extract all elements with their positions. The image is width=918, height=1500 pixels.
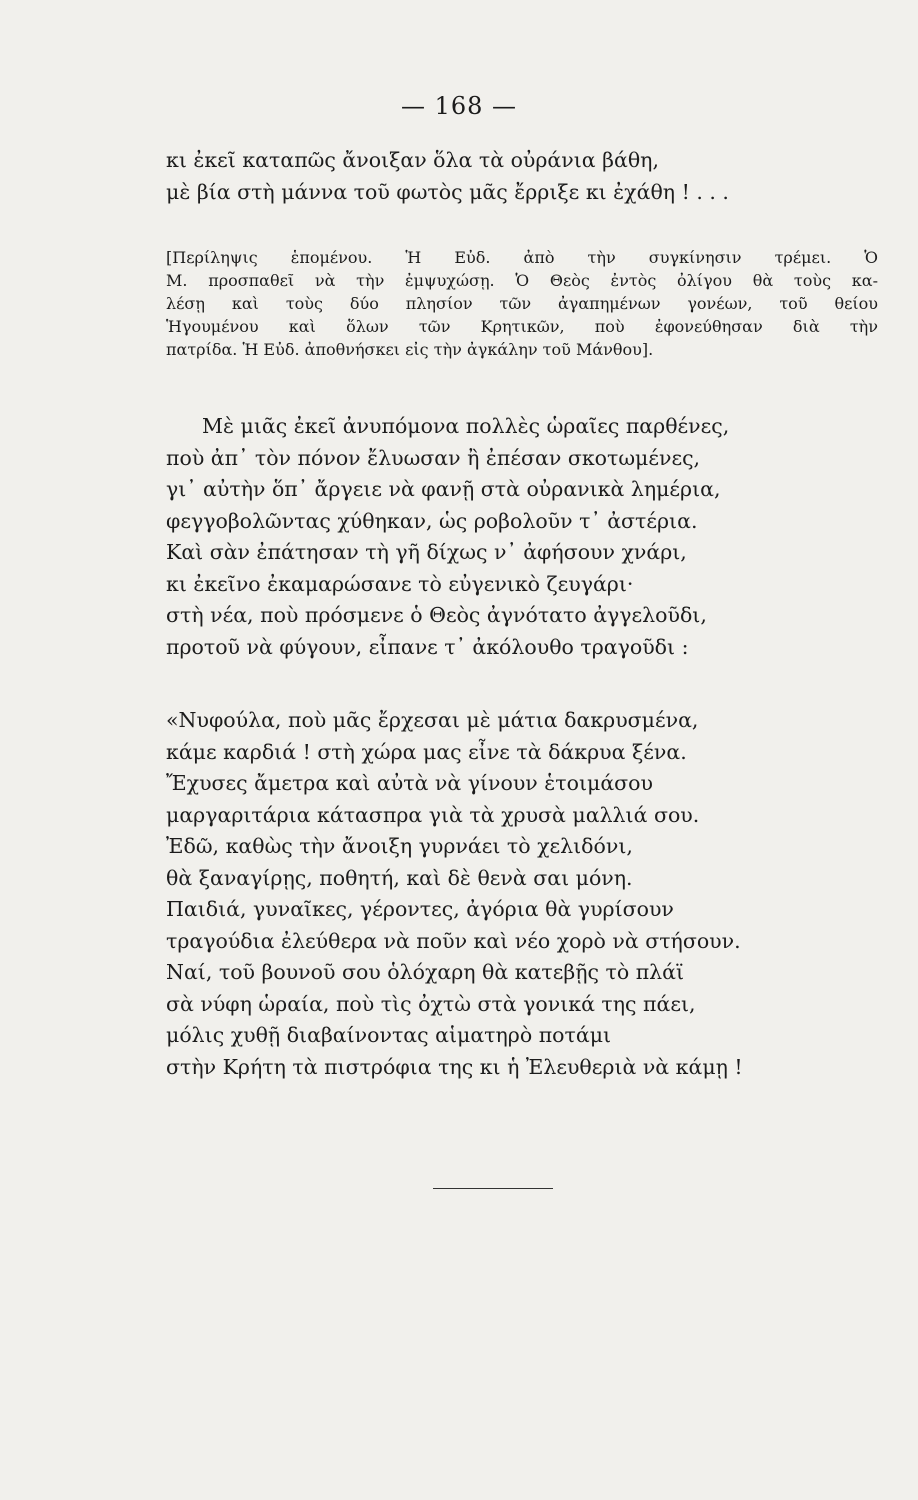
section-divider [433,1188,553,1189]
summary-line: πατρίδα. Ἡ Εὐδ. ἀποθνήσκει εἰς τὴν ἀγκάλην τοῦ Μάνθου]. [166,340,654,359]
verse-line: σὰ νύφη ὡραία, ποὺ τὶς ὀχτὼ στὰ γονικά της πάει, [166,991,696,1016]
verse-line: Ἔχυσες ἄμετρα καὶ αὐτὰ νὰ γίνουν ἑτοιμάσου [166,771,653,795]
verse-line: Καὶ σὰν ἐπάτησαν τὴ γῆ δίχως ν᾽ ἀφήσουν χνάρι, [166,540,687,564]
summary-line: [Περίληψις ἑπομένου. Ἡ Εὐδ. ἀπὸ τὴν συγκίνησιν τρέμει. Ὁ [166,248,878,267]
verse-line: τραγούδια ἐλεύθερα νὰ ποῦν καὶ νέο χορὸ νὰ στήσουν. [166,928,741,953]
verse-line: στὴν Κρήτη τὰ πιστρόφια της κι ἡ Ἐλευθεριὰ νὰ κάμῃ ! [166,1054,743,1079]
verse-line: Παιδιά, γυναῖκες, γέροντες, ἀγόρια θὰ γυρίσουν [166,897,674,921]
verse-line: Ναί, τοῦ βουνοῦ σου ὁλόχαρη θὰ κατεβῇς τὸ πλάϊ [166,960,685,984]
verse-line: Μὲ μιᾶς ἐκεῖ ἀνυπόμονα πολλὲς ὡραῖες παρθένες, [202,414,730,438]
verse-line: γι᾽ αὐτὴν ὅπ᾽ ἄργειε νὰ φανῇ στὰ οὐρανικὰ λημέρια, [166,477,721,501]
verse-line: προτοῦ νὰ φύγουν, εἶπανε τ᾽ ἀκόλουθο τραγοῦδι : [166,634,689,659]
summary-line: Ἡγουμένου καὶ ὅλων τῶν Κρητικῶν, ποὺ ἐφονεύθησαν διὰ τὴν [166,317,878,336]
summary-line: Μ. προσπαθεῖ νὰ τὴν ἐμψυχώσῃ. Ὁ Θεὸς ἐντὸς ὀλίγου θὰ τοὺς κα- [166,271,878,290]
song [166,705,881,1083]
opening-verses [166,145,881,208]
verse-line: θὰ ξαναγίρῃς, ποθητή, καὶ δὲ θενὰ σαι μόνη. [166,865,633,890]
verse-line: στὴ νέα, ποὺ πρόσμενε ὁ Θεὸς ἀγνότατο ἀγγελοῦδι, [166,603,707,627]
verse-line: «Νυφούλα, ποὺ μᾶς ἔρχεσαι μὲ μάτια δακρυσμένα, [166,708,699,732]
stanza [166,411,881,663]
verse-line: κι ἐκεῖ καταπῶς ἄνοιξαν ὅλα τὰ οὐράνια βάθη, [166,148,659,172]
verse-line: Ἐδῶ, καθὼς τὴν ἄνοιξη γυρνάει τὸ χελιδόνι, [166,834,633,858]
verse-line: φεγγοβολῶντας χύθηκαν, ὡς ροβολοῦν τ᾽ ἀστέρια. [166,508,698,533]
chapter-summary [166,246,878,361]
summary-line: λέσῃ καὶ τοὺς δύο πλησίον τῶν ἀγαπημένων γονέων, τοῦ θείου [166,294,878,313]
verse-line: κάμε καρδιά ! στὴ χώρα μας εἶνε τὰ δάκρυα ξένα. [166,739,687,764]
page-number: — 168 — [400,92,518,120]
verse-line: ποὺ ἀπ᾽ τὸν πόνον ἔλυωσαν ἢ ἐπέσαν σκοτωμένες, [166,445,701,470]
verse-line: κι ἐκεῖνο ἐκαμαρώσανε τὸ εὐγενικὸ ζευγάρι· [166,571,634,596]
verse-line: μόλις χυθῇ διαβαίνοντας αἱματηρὸ ποτάμι [166,1023,612,1047]
verse-line: μαργαριτάρια κάτασπρα γιὰ τὰ χρυσὰ μαλλιά σου. [166,802,700,827]
verse-line: μὲ βία στὴ μάννα τοῦ φωτὸς μᾶς ἔρριξε κι ἐχάθη ! . . . [166,179,729,204]
